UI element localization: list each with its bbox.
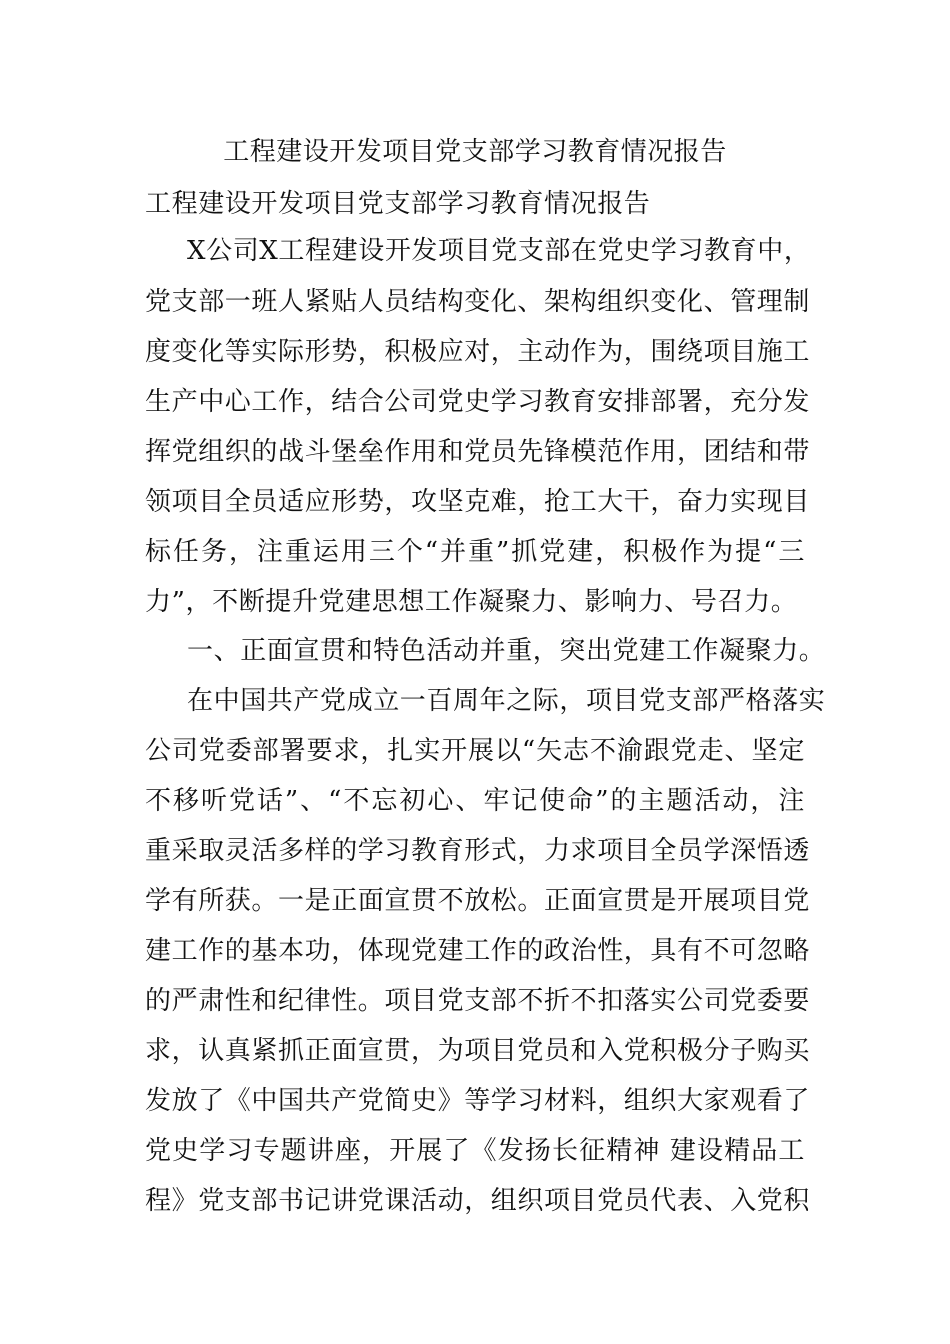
paragraph-line: 求，认真紧抓正面宣贯，为项目党员和入党积极分子购买 — [145, 1036, 811, 1066]
paragraph-line: 学有所获。一是正面宣贯不放松。正面宣贯是开展项目党 — [145, 886, 811, 916]
paragraph-line: 生产中心工作，结合公司党史学习教育安排部署，充分发 — [145, 387, 811, 417]
paragraph-line: 重采取灵活多样的学习教育形式，力求项目全员学深悟透 — [145, 836, 811, 866]
paragraph-line: 度变化等实际形势，积极应对，主动作为，围绕项目施工 — [145, 337, 811, 367]
document-title: 工程建设开发项目党支部学习教育情况报告 — [223, 137, 727, 167]
paragraph-line: 不移听党话”、“不忘初心、牢记使命”的主题活动，注 — [145, 786, 805, 816]
paragraph-line: 发放了《中国共产党简史》等学习材料，组织大家观看了 — [145, 1086, 811, 1116]
paragraph-line: 建工作的基本功，体现党建工作的政治性，具有不可忽略 — [145, 936, 811, 966]
paragraph-line: 力”，不断提升党建思想工作凝聚力、影响力、号召力。 — [145, 587, 798, 617]
paragraph-line: 党史学习专题讲座，开展了《发扬长征精神 建设精品工 — [145, 1136, 805, 1166]
paragraph-line: 的严肃性和纪律性。项目党支部不折不扣落实公司党委要 — [145, 986, 811, 1016]
paragraph-line: 党支部一班人紧贴人员结构变化、架构组织变化、管理制 — [145, 287, 811, 317]
section-heading: 一、正面宣贯和特色活动并重，突出党建工作凝聚力。 — [187, 636, 826, 666]
paragraph-line: 标任务，注重运用三个“并重”抓党建，积极作为提“三 — [145, 537, 805, 567]
paragraph-line: 公司党委部署要求，扎实开展以“矢志不渝跟党走、坚定 — [145, 736, 805, 766]
paragraph-line: 在中国共产党成立一百周年之际，项目党支部严格落实 — [187, 686, 826, 716]
paragraph-line: X公司X工程建设开发项目党支部在党史学习教育中， — [187, 236, 811, 266]
paragraph-line: 领项目全员适应形势，攻坚克难，抢工大干，奋力实现目 — [145, 487, 811, 517]
document-subtitle: 工程建设开发项目党支部学习教育情况报告 — [145, 189, 651, 219]
paragraph-line: 挥党组织的战斗堡垒作用和党员先锋模范作用，团结和带 — [145, 437, 811, 467]
paragraph-line: 程》党支部书记讲党课活动，组织项目党员代表、入党积 — [145, 1186, 811, 1216]
